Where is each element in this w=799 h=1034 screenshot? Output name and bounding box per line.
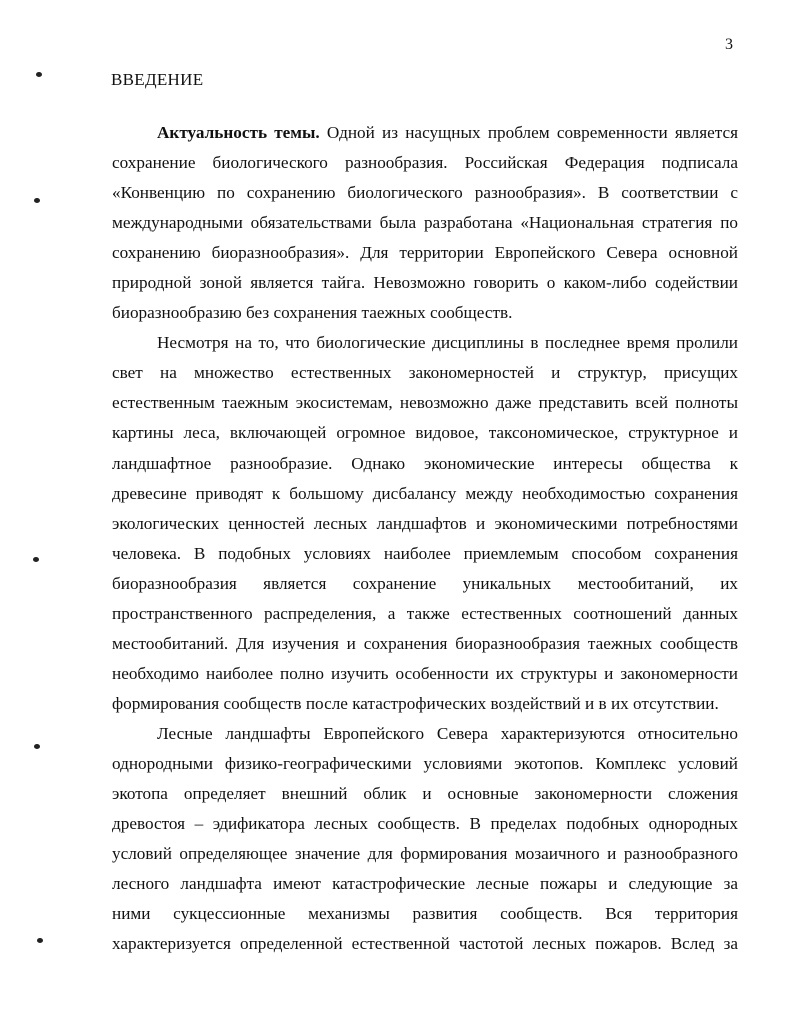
paragraph-2-line: местообитаний. Для изучения и сохранения биоразнообразия таежных сообществ xyxy=(112,633,738,653)
paragraph-1-line: «Конвенцию по сохранению биологического разнообразия». В соответствии с xyxy=(112,183,738,203)
paragraph-1-line: природной зоной является тайга. Невозможно говорить о каком-либо содействии xyxy=(112,273,738,293)
binding-hole-mark xyxy=(34,744,40,749)
binding-hole-mark xyxy=(34,198,40,203)
binding-hole-mark xyxy=(36,72,42,77)
paragraph-2-line: древесине приводят к большому дисбалансу между необходимостью сохранения xyxy=(112,483,738,503)
paragraph-3-line: ними сукцессионные механизмы развития сообществ. Вся территория xyxy=(112,904,738,924)
paragraph-lead: Актуальность темы. xyxy=(157,123,320,142)
paragraph-1-line: сохранение биологического разнообразия. Российская Федерация подписала xyxy=(112,153,738,173)
paragraph-2-line: необходимо наиболее полно изучить особенности их структуры и закономерности xyxy=(112,663,738,683)
section-heading: ВВЕДЕНИЕ xyxy=(111,70,204,89)
paragraph-3-line: Лесные ландшафты Европейского Севера характеризуются относительно xyxy=(157,723,738,743)
page-number: 3 xyxy=(725,36,733,53)
paragraph-2-line: пространственного распределения, а также естественных соотношений данных xyxy=(112,603,738,623)
paragraph-3-line: характеризуется определенной естественной частотой лесных пожаров. Вслед за xyxy=(112,934,738,954)
paragraph-2-line: экологических ценностей лесных ландшафтов и экономическими потребностями xyxy=(112,513,738,533)
paragraph-1-line: сохранению биоразнообразия». Для территории Европейского Севера основной xyxy=(112,243,738,263)
paragraph-2-line: Несмотря на то, что биологические дисциплины в последнее время пролили xyxy=(157,333,738,353)
paragraph-3-line: экотопа определяет внешний облик и основные закономерности сложения xyxy=(112,784,738,804)
paragraph-1-line: биоразнообразию без сохранения таежных сообществ. xyxy=(112,303,513,323)
paragraph-2-line: формирования сообществ после катастрофических воздействий и в их отсутствии. xyxy=(112,693,719,713)
paragraph-1-line: международными обязательствами была разработана «Национальная стратегия по xyxy=(112,213,738,233)
paragraph-3-line: древостоя – эдификатора лесных сообществ. В пределах подобных однородных xyxy=(112,814,738,834)
document-body xyxy=(112,118,738,959)
paragraph-2-line: картины леса, включающей огромное видовое, таксономическое, структурное и xyxy=(112,423,738,443)
paragraph-1-line-text: Одной из насущных проблем современности является xyxy=(319,123,738,142)
paragraph-2-line: человека. В подобных условиях наиболее приемлемым способом сохранения xyxy=(112,543,738,563)
paragraph-3-line: лесного ландшафта имеют катастрофические лесные пожары и следующие за xyxy=(112,874,738,894)
paragraph-2-line: свет на множество естественных закономерностей и структур, присущих xyxy=(112,363,738,383)
paragraph-2-line: ландшафтное разнообразие. Однако экономические интересы общества к xyxy=(112,453,738,473)
paragraph-1-line xyxy=(112,118,738,148)
binding-hole-mark xyxy=(37,938,43,943)
binding-hole-mark xyxy=(33,557,39,562)
paragraph-2-line: естественным таежным экосистемам, невозможно даже представить всей полноты xyxy=(112,393,738,413)
paragraph-3-line: условий определяющее значение для формирования мозаичного и разнообразного xyxy=(112,844,738,864)
paragraph-3-line: однородными физико-географическими условиями экотопов. Комплекс условий xyxy=(112,753,738,773)
paragraph-2-line: биоразнообразия является сохранение уникальных местообитаний, их xyxy=(112,573,738,593)
